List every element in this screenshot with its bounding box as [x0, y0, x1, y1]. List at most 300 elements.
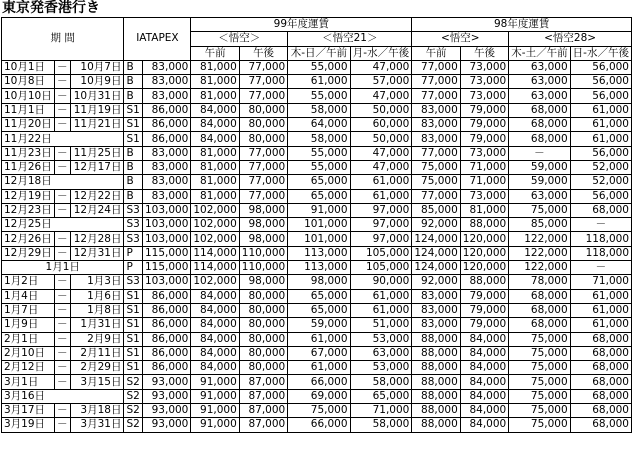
fare-cell: 91,000	[288, 203, 350, 217]
iatapex-fare: 115,000	[142, 246, 191, 260]
fare-cell: 91,000	[191, 404, 239, 418]
fare-cell: 61,000	[570, 303, 631, 317]
fare-cell: 88,000	[412, 375, 460, 389]
fare-cell: 80,000	[239, 303, 287, 317]
fare-cell: 56,000	[570, 89, 631, 103]
fare-cell: 80,000	[239, 318, 287, 332]
period-start: 1月2日	[2, 275, 55, 289]
fare-cell: 61,000	[570, 289, 631, 303]
fare-cell: 98,000	[239, 232, 287, 246]
fare-cell: 84,000	[460, 418, 508, 432]
period-start: 2月1日	[2, 332, 55, 346]
fare-cell: 55,000	[288, 160, 350, 174]
period-start: 2月10日	[2, 346, 55, 360]
iatapex-fare: 103,000	[142, 203, 191, 217]
fare-cell: 120,000	[460, 232, 508, 246]
table-row	[2, 261, 632, 275]
fare-cell: 77,000	[239, 89, 287, 103]
fare-cell: 84,000	[191, 361, 239, 375]
period-end: 1月6日	[70, 289, 124, 303]
fare-cell: 55,000	[288, 89, 350, 103]
fare-cell: 61,000	[288, 332, 350, 346]
period-end: 12月17日	[70, 160, 124, 174]
fare-cell: 84,000	[191, 346, 239, 360]
period-start: 1月9日	[2, 318, 55, 332]
fare-cell: 75,000	[412, 175, 460, 189]
season-code: S1	[124, 132, 142, 146]
fare-cell: 68,000	[509, 303, 570, 317]
period-end: 2月11日	[70, 346, 124, 360]
page-title: 東京発香港行き	[2, 0, 100, 16]
fare-cell: 59,000	[509, 160, 570, 174]
fare-cell: 75,000	[509, 332, 570, 346]
season-code: S3	[124, 275, 142, 289]
fare-cell: 113,000	[288, 261, 350, 275]
season-code: S1	[124, 103, 142, 117]
table-row	[2, 346, 632, 360]
fare-cell: 68,000	[570, 203, 631, 217]
period-dash: －	[54, 404, 70, 418]
fare-cell: 80,000	[239, 346, 287, 360]
fare-cell: 88,000	[412, 404, 460, 418]
period-start: 3月17日	[2, 404, 55, 418]
fare-cell: 88,000	[412, 361, 460, 375]
table-row	[2, 375, 632, 389]
season-code: P	[124, 261, 142, 275]
fare-cell: 88,000	[460, 275, 508, 289]
fare-cell: 83,000	[412, 303, 460, 317]
table-row	[2, 303, 632, 317]
fare-cell: 97,000	[350, 203, 412, 217]
fare-cell: 90,000	[350, 275, 412, 289]
iatapex-fare: 115,000	[142, 261, 191, 275]
fare-cell: 63,000	[509, 75, 570, 89]
iatapex-fare: 93,000	[142, 418, 191, 432]
fare-cell: 122,000	[509, 246, 570, 260]
fare-cell: 68,000	[570, 332, 631, 346]
header-gokuu21: ＜悟空21＞	[288, 32, 412, 46]
fare-cell: 61,000	[570, 103, 631, 117]
fare-cell: 75,000	[509, 375, 570, 389]
table-row	[2, 75, 632, 89]
iatapex-fare: 103,000	[142, 232, 191, 246]
table-row	[2, 89, 632, 103]
season-code: B	[124, 189, 142, 203]
fare-cell: 77,000	[239, 75, 287, 89]
fare-cell: 63,000	[350, 346, 412, 360]
fare-cell: 52,000	[570, 175, 631, 189]
season-code: S1	[124, 289, 142, 303]
fare-cell: 81,000	[191, 89, 239, 103]
period-dash: －	[54, 146, 70, 160]
iatapex-fare: 93,000	[142, 389, 191, 403]
fare-cell: 61,000	[570, 118, 631, 132]
fare-cell: 118,000	[570, 232, 631, 246]
table-row	[2, 218, 632, 232]
period-dash: －	[54, 75, 70, 89]
fare-cell: 77,000	[239, 160, 287, 174]
fare-cell: 77,000	[239, 146, 287, 160]
fare-cell: 122,000	[509, 232, 570, 246]
fare-cell: 68,000	[570, 389, 631, 403]
period-end: 2月29日	[70, 361, 124, 375]
fare-cell: 73,000	[460, 89, 508, 103]
fare-cell: 55,000	[288, 146, 350, 160]
season-code: B	[124, 75, 142, 89]
iatapex-fare: 86,000	[142, 346, 191, 360]
table-row	[2, 203, 632, 217]
period-start: 2月12日	[2, 361, 55, 375]
fare-cell: 66,000	[288, 375, 350, 389]
fare-cell: 58,000	[288, 132, 350, 146]
fare-table-body	[2, 60, 632, 432]
fare-cell: 65,000	[288, 175, 350, 189]
period-start: 10月8日	[2, 75, 55, 89]
season-code: S1	[124, 346, 142, 360]
period-dash: －	[54, 375, 70, 389]
header-iatapex: IATAPEX	[124, 18, 191, 61]
fare-cell: 75,000	[509, 418, 570, 432]
iatapex-fare: 86,000	[142, 118, 191, 132]
fare-cell: 124,000	[412, 246, 460, 260]
fare-cell: 51,000	[350, 318, 412, 332]
period-start: 1月4日	[2, 289, 55, 303]
fare-cell: 68,000	[570, 418, 631, 432]
fare-cell: 91,000	[191, 375, 239, 389]
fare-cell: 80,000	[239, 289, 287, 303]
fare-cell: 92,000	[412, 218, 460, 232]
table-row	[2, 189, 632, 203]
iatapex-fare: 83,000	[142, 146, 191, 160]
fare-cell: 84,000	[191, 289, 239, 303]
table-row	[2, 60, 632, 74]
table-row	[2, 275, 632, 289]
period-dash: －	[54, 318, 70, 332]
fare-cell: －	[570, 218, 631, 232]
period-dash: －	[54, 60, 70, 74]
fare-cell: 65,000	[288, 303, 350, 317]
fare-cell: 81,000	[191, 175, 239, 189]
fare-cell: 77,000	[412, 75, 460, 89]
header-pm-98: 午後	[460, 46, 508, 60]
header-gokuu-99: ＜悟空＞	[191, 32, 288, 46]
fare-cell: 56,000	[570, 189, 631, 203]
fare-cell: 65,000	[350, 389, 412, 403]
iatapex-fare: 83,000	[142, 75, 191, 89]
header-gokuu-98: <悟空>	[412, 32, 509, 46]
fare-cell: 77,000	[412, 89, 460, 103]
fare-cell: 75,000	[509, 361, 570, 375]
period-start: 12月19日	[2, 189, 55, 203]
period-dash: －	[54, 160, 70, 174]
table-row	[2, 389, 632, 403]
period-dash: －	[54, 232, 70, 246]
fare-cell: 101,000	[288, 232, 350, 246]
iatapex-fare: 103,000	[142, 218, 191, 232]
period-dash: －	[54, 118, 70, 132]
fare-cell: 84,000	[460, 361, 508, 375]
header-thu-sat: 木-土／午前	[509, 46, 570, 60]
table-row	[2, 160, 632, 174]
fare-cell: 67,000	[288, 346, 350, 360]
fare-cell: 75,000	[288, 404, 350, 418]
fare-cell: 81,000	[460, 203, 508, 217]
fare-cell: 47,000	[350, 146, 412, 160]
fare-cell: 87,000	[239, 389, 287, 403]
season-code: S1	[124, 118, 142, 132]
fare-cell: 80,000	[239, 361, 287, 375]
fare-cell: 77,000	[239, 189, 287, 203]
fare-cell: 81,000	[191, 189, 239, 203]
fare-cell: 56,000	[570, 75, 631, 89]
fare-cell: 73,000	[460, 189, 508, 203]
season-code: S3	[124, 218, 142, 232]
fare-cell: 53,000	[350, 332, 412, 346]
fare-cell: 61,000	[288, 361, 350, 375]
season-code: S3	[124, 232, 142, 246]
table-row	[2, 332, 632, 346]
period-start: 11月20日	[2, 118, 55, 132]
fare-cell: 56,000	[570, 60, 631, 74]
fare-cell: 68,000	[570, 361, 631, 375]
fare-cell: 87,000	[239, 375, 287, 389]
season-code: S1	[124, 303, 142, 317]
fare-cell: 79,000	[460, 118, 508, 132]
iatapex-fare: 86,000	[142, 318, 191, 332]
period-end: 2月9日	[70, 332, 124, 346]
table-row	[2, 175, 632, 189]
fare-cell: 73,000	[460, 60, 508, 74]
period-dash: －	[54, 418, 70, 432]
iatapex-fare: 83,000	[142, 175, 191, 189]
fare-cell: 47,000	[350, 60, 412, 74]
iatapex-fare: 86,000	[142, 303, 191, 317]
period-end: 10月31日	[70, 89, 124, 103]
period-dash: －	[54, 275, 70, 289]
fare-cell: 83,000	[412, 132, 460, 146]
period-end: 12月28日	[70, 232, 124, 246]
table-row	[2, 246, 632, 260]
season-code: P	[124, 246, 142, 260]
fare-cell: 65,000	[288, 289, 350, 303]
table-row	[2, 232, 632, 246]
header-am: 午前	[191, 46, 239, 60]
period-date: 11月22日	[2, 132, 124, 146]
iatapex-fare: 103,000	[142, 275, 191, 289]
period-date: 3月16日	[2, 389, 124, 403]
period-dash: －	[54, 346, 70, 360]
period-start: 11月1日	[2, 103, 55, 117]
season-code: S2	[124, 404, 142, 418]
period-start: 10月10日	[2, 89, 55, 103]
header-pm: 午後	[239, 46, 287, 60]
fare-cell: 120,000	[460, 246, 508, 260]
table-row	[2, 318, 632, 332]
fare-cell: 98,000	[239, 218, 287, 232]
iatapex-fare: 83,000	[142, 189, 191, 203]
fare-cell: 110,000	[239, 246, 287, 260]
fare-cell: 68,000	[570, 404, 631, 418]
fare-cell: 80,000	[239, 118, 287, 132]
period-end: 1月31日	[70, 318, 124, 332]
fare-cell: 55,000	[288, 60, 350, 74]
fare-cell: 79,000	[460, 318, 508, 332]
fare-cell: 68,000	[570, 375, 631, 389]
header-period: 期 間	[2, 18, 124, 61]
fare-cell: 84,000	[191, 318, 239, 332]
fare-cell: 75,000	[509, 346, 570, 360]
fare-cell: 47,000	[350, 89, 412, 103]
fare-cell: 80,000	[239, 132, 287, 146]
season-code: B	[124, 175, 142, 189]
fare-cell: 52,000	[570, 160, 631, 174]
fare-cell: 56,000	[570, 146, 631, 160]
fare-cell: 124,000	[412, 232, 460, 246]
fare-cell: 57,000	[350, 75, 412, 89]
fare-cell: 102,000	[191, 203, 239, 217]
period-start: 12月26日	[2, 232, 55, 246]
fare-cell: 68,000	[570, 346, 631, 360]
fare-cell: 81,000	[191, 146, 239, 160]
iatapex-fare: 93,000	[142, 404, 191, 418]
fare-cell: 77,000	[239, 175, 287, 189]
fare-cell: 75,000	[509, 203, 570, 217]
iatapex-fare: 86,000	[142, 132, 191, 146]
fare-cell: 88,000	[460, 218, 508, 232]
period-dash: －	[54, 89, 70, 103]
fare-cell: 118,000	[570, 246, 631, 260]
period-dash: －	[54, 289, 70, 303]
fare-cell: 69,000	[288, 389, 350, 403]
period-date: 1月1日	[2, 261, 124, 275]
period-end: 3月31日	[70, 418, 124, 432]
fare-cell: 110,000	[239, 261, 287, 275]
fare-cell: 81,000	[191, 75, 239, 89]
header-gokuu28: <悟空28>	[509, 32, 632, 46]
period-dash: －	[54, 303, 70, 317]
fare-cell: 60,000	[350, 118, 412, 132]
fare-cell: 79,000	[460, 103, 508, 117]
header-99-fares: 99年度運賃	[191, 18, 412, 32]
period-dash: －	[54, 189, 70, 203]
fare-cell: 61,000	[350, 175, 412, 189]
fare-cell: 80,000	[239, 332, 287, 346]
fare-cell: 88,000	[412, 389, 460, 403]
fare-cell: 84,000	[460, 375, 508, 389]
fare-table	[1, 17, 632, 433]
fare-cell: 91,000	[191, 418, 239, 432]
fare-cell: 59,000	[509, 175, 570, 189]
period-end: 1月3日	[70, 275, 124, 289]
table-row	[2, 418, 632, 432]
fare-cell: 97,000	[350, 218, 412, 232]
fare-cell: 66,000	[288, 418, 350, 432]
fare-cell: 71,000	[460, 175, 508, 189]
header-98-fares: 98年度運賃	[412, 18, 632, 32]
fare-cell: 85,000	[412, 203, 460, 217]
season-code: S2	[124, 389, 142, 403]
iatapex-fare: 86,000	[142, 103, 191, 117]
period-dash: －	[54, 203, 70, 217]
period-end: 3月15日	[70, 375, 124, 389]
table-row	[2, 361, 632, 375]
fare-cell: 79,000	[460, 132, 508, 146]
iatapex-fare: 86,000	[142, 361, 191, 375]
period-date: 12月18日	[2, 175, 124, 189]
fare-cell: 114,000	[191, 246, 239, 260]
fare-cell: 73,000	[460, 146, 508, 160]
table-row	[2, 146, 632, 160]
header-sun-wed: 日-水／午後	[570, 46, 631, 60]
period-dash: －	[54, 361, 70, 375]
fare-cell: 77,000	[239, 60, 287, 74]
header-thu-sun: 木-日／午前	[288, 46, 350, 60]
fare-cell: 59,000	[288, 318, 350, 332]
period-end: 12月31日	[70, 246, 124, 260]
period-end: 10月7日	[70, 60, 124, 74]
fare-cell: 63,000	[509, 60, 570, 74]
period-start: 10月1日	[2, 60, 55, 74]
fare-cell: 75,000	[412, 160, 460, 174]
fare-cell: 79,000	[460, 289, 508, 303]
period-start: 11月26日	[2, 160, 55, 174]
fare-cell: 102,000	[191, 275, 239, 289]
period-dash: －	[54, 103, 70, 117]
fare-cell: 79,000	[460, 303, 508, 317]
period-end: 10月9日	[70, 75, 124, 89]
iatapex-fare: 86,000	[142, 289, 191, 303]
fare-cell: 77,000	[412, 60, 460, 74]
fare-cell: 61,000	[570, 132, 631, 146]
fare-cell: 88,000	[412, 346, 460, 360]
fare-cell: 101,000	[288, 218, 350, 232]
fare-cell: 81,000	[191, 160, 239, 174]
fare-cell: 113,000	[288, 246, 350, 260]
fare-cell: 78,000	[509, 275, 570, 289]
season-code: B	[124, 146, 142, 160]
fare-cell: 65,000	[288, 189, 350, 203]
table-row	[2, 132, 632, 146]
fare-cell: 53,000	[350, 361, 412, 375]
fare-cell: 105,000	[350, 261, 412, 275]
fare-cell: 84,000	[191, 118, 239, 132]
iatapex-fare: 83,000	[142, 60, 191, 74]
fare-cell: 84,000	[191, 103, 239, 117]
fare-cell: 50,000	[350, 132, 412, 146]
iatapex-fare: 93,000	[142, 375, 191, 389]
fare-cell: 84,000	[191, 303, 239, 317]
period-start: 11月23日	[2, 146, 55, 160]
fare-cell: 84,000	[191, 132, 239, 146]
fare-cell: 63,000	[509, 189, 570, 203]
table-row	[2, 103, 632, 117]
fare-cell: 102,000	[191, 232, 239, 246]
fare-cell: 97,000	[350, 232, 412, 246]
fare-cell: 71,000	[570, 275, 631, 289]
season-code: B	[124, 60, 142, 74]
fare-cell: 61,000	[288, 75, 350, 89]
fare-cell: －	[570, 261, 631, 275]
fare-cell: 98,000	[239, 203, 287, 217]
table-row	[2, 118, 632, 132]
fare-cell: 105,000	[350, 246, 412, 260]
period-dash: －	[54, 246, 70, 260]
fare-cell: 83,000	[412, 289, 460, 303]
fare-cell: 73,000	[460, 75, 508, 89]
fare-cell: 77,000	[412, 146, 460, 160]
iatapex-fare: 83,000	[142, 89, 191, 103]
fare-cell: 58,000	[350, 418, 412, 432]
